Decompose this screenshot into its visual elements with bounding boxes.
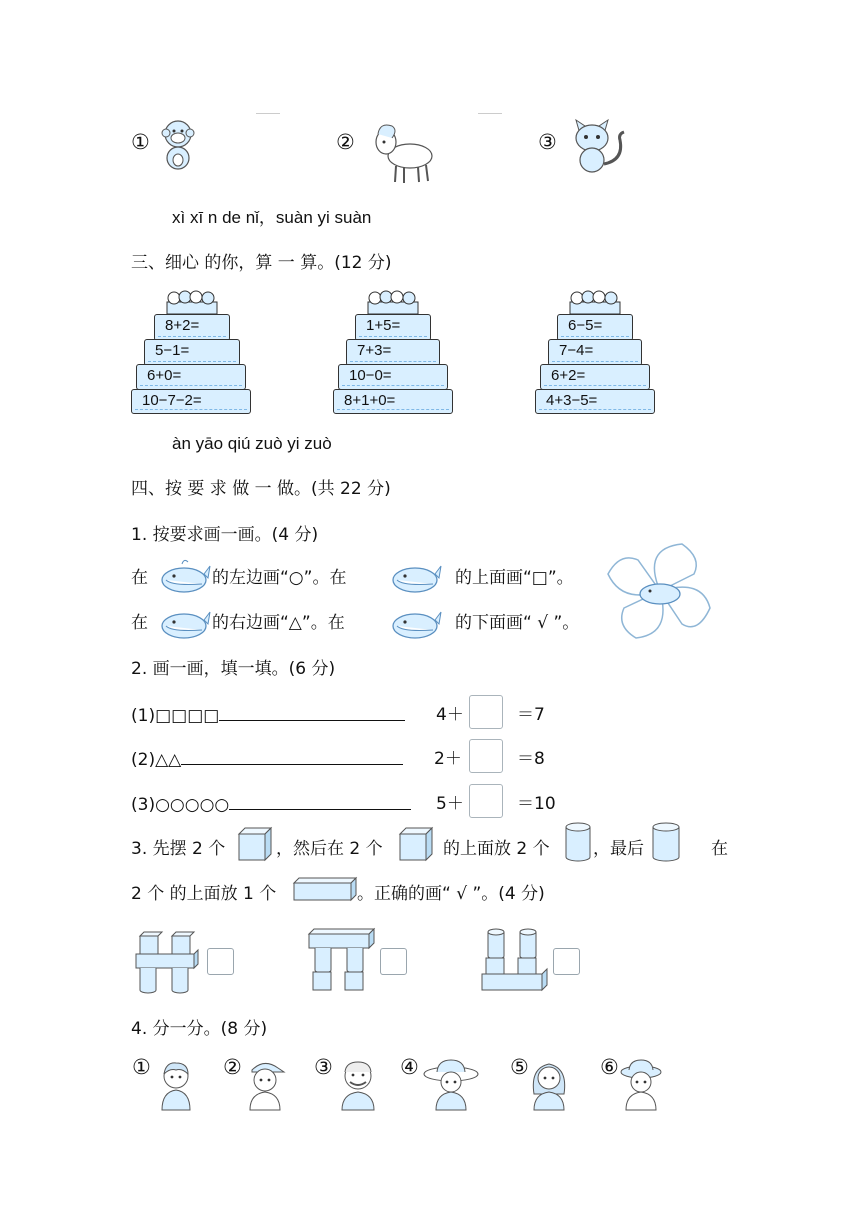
- animal-number: ①: [131, 130, 150, 154]
- person-number: ③: [314, 1055, 333, 1079]
- cake-tier: 7−4=: [548, 339, 642, 366]
- answer-box[interactable]: [469, 784, 503, 818]
- q2-row-label: (2)△△: [131, 750, 182, 770]
- cube-icon: [237, 826, 273, 862]
- q2-row-left: 4＋: [436, 705, 464, 725]
- person-number: ⑤: [510, 1055, 529, 1079]
- q3-line1-e: 在: [711, 839, 728, 859]
- cylinder-icon: [650, 821, 682, 863]
- cake-topper-icon: [366, 290, 420, 314]
- q2-row-right: ＝7: [517, 705, 545, 725]
- q1-line2-text2: 的下面画“ √ ”。: [455, 613, 580, 633]
- cake-tier: 8+2=: [154, 314, 230, 341]
- q2-row-1: [131, 704, 405, 727]
- q2-row-3: [131, 793, 411, 816]
- q1-line1-zai: 在: [131, 568, 148, 588]
- cylinder-icon: [563, 821, 593, 863]
- person-number: ①: [132, 1055, 151, 1079]
- answer-checkbox-b[interactable]: [380, 948, 407, 975]
- q2-row-left: 2＋: [434, 749, 462, 769]
- cake-tier: 10−7−2=: [131, 389, 251, 414]
- cake-topper-icon: [165, 290, 219, 314]
- section4-heading: 四、按 要 求 做 一 做。(共 22 分): [131, 479, 391, 499]
- rectangular-prism-icon: [292, 876, 358, 902]
- whale-icon: [389, 556, 445, 596]
- answer-checkbox-a[interactable]: [207, 948, 234, 975]
- q1-line2-text1: 的右边画“△”。在: [212, 613, 345, 633]
- block-option-a-icon: [134, 926, 200, 994]
- cake-tier: 5−1=: [144, 339, 240, 366]
- person-number: ⑥: [600, 1055, 619, 1079]
- block-option-c-icon: [480, 924, 550, 994]
- child-sunhat-icon: [618, 1058, 664, 1112]
- q2-row-label: (1)□□□□: [131, 706, 220, 726]
- q4-title: 4. 分一分。(8 分): [131, 1019, 268, 1039]
- q3-line2-b: 。正确的画“ √ ”。(4 分): [357, 884, 545, 904]
- pinwheel-whale-icon: [602, 538, 718, 644]
- section3-pinyin: xì xī n de nǐ，suàn yi suàn: [172, 208, 372, 227]
- cake-tier: 6+2=: [540, 364, 650, 390]
- q1-line1-text2: 的上面画“□”。: [455, 568, 574, 588]
- q2-row-left: 5＋: [436, 794, 464, 814]
- q2-title: 2. 画一画，填一填。(6 分): [131, 659, 336, 679]
- animal-number: ②: [336, 130, 355, 154]
- cake-tier: 1+5=: [355, 314, 431, 341]
- q3-line1-d: ，最后: [593, 839, 644, 859]
- answer-line[interactable]: [219, 704, 405, 721]
- q1-title: 1. 按要求画一画。(4 分): [131, 525, 319, 545]
- cake-tier: 4+3−5=: [535, 389, 655, 414]
- q3-line1-c: 的上面放 2 个: [443, 839, 550, 859]
- q2-row-right: ＝8: [517, 749, 545, 769]
- q1-line1-text1: 的左边画“○”。在: [212, 568, 347, 588]
- q2-row-right: ＝10: [517, 794, 556, 814]
- q1-line2-zai: 在: [131, 613, 148, 633]
- answer-line[interactable]: [229, 793, 411, 810]
- block-option-b-icon: [307, 926, 377, 994]
- cat-icon: [566, 110, 632, 174]
- boy-icon: [156, 1058, 196, 1112]
- answer-line[interactable]: [181, 748, 403, 765]
- q2-row-2: [131, 748, 403, 771]
- cube-icon: [398, 826, 434, 862]
- grandpa-icon: [336, 1056, 380, 1112]
- cake-tier: 7+3=: [346, 339, 440, 366]
- girl-long-hair-icon: [528, 1058, 570, 1112]
- cake-topper-icon: [568, 290, 622, 314]
- answer-checkbox-c[interactable]: [553, 948, 580, 975]
- faint-mark: [256, 113, 280, 114]
- section3-heading: 三、细心 的你，算 一 算。(12 分): [131, 253, 392, 273]
- cake-tier: 8+1+0=: [333, 389, 453, 414]
- faint-mark: [478, 113, 502, 114]
- answer-box[interactable]: [469, 739, 503, 773]
- person-number: ④: [400, 1055, 419, 1079]
- q3-line2-a: 2 个 的上面放 1 个: [131, 884, 277, 904]
- girl-cap-icon: [244, 1056, 288, 1112]
- section4-pinyin: àn yāo qiú zuò yi zuò: [172, 434, 332, 453]
- monkey-icon: [158, 118, 200, 172]
- animal-number: ③: [538, 130, 557, 154]
- whale-icon: [389, 602, 445, 642]
- cake-tier: 6−5=: [557, 314, 633, 341]
- girl-hat-icon: [422, 1058, 480, 1112]
- cake-tier: 10−0=: [338, 364, 448, 390]
- q3-line1-a: 3. 先摆 2 个: [131, 839, 226, 859]
- person-number: ②: [223, 1055, 242, 1079]
- answer-box[interactable]: [469, 695, 503, 729]
- whale-icon: [158, 556, 212, 596]
- q2-row-label: (3)○○○○○: [131, 795, 230, 815]
- cake-tier: 6+0=: [136, 364, 246, 390]
- whale-icon: [158, 602, 212, 642]
- q3-line1-b: ，然后在 2 个: [276, 839, 383, 859]
- sheep-icon: [368, 118, 438, 186]
